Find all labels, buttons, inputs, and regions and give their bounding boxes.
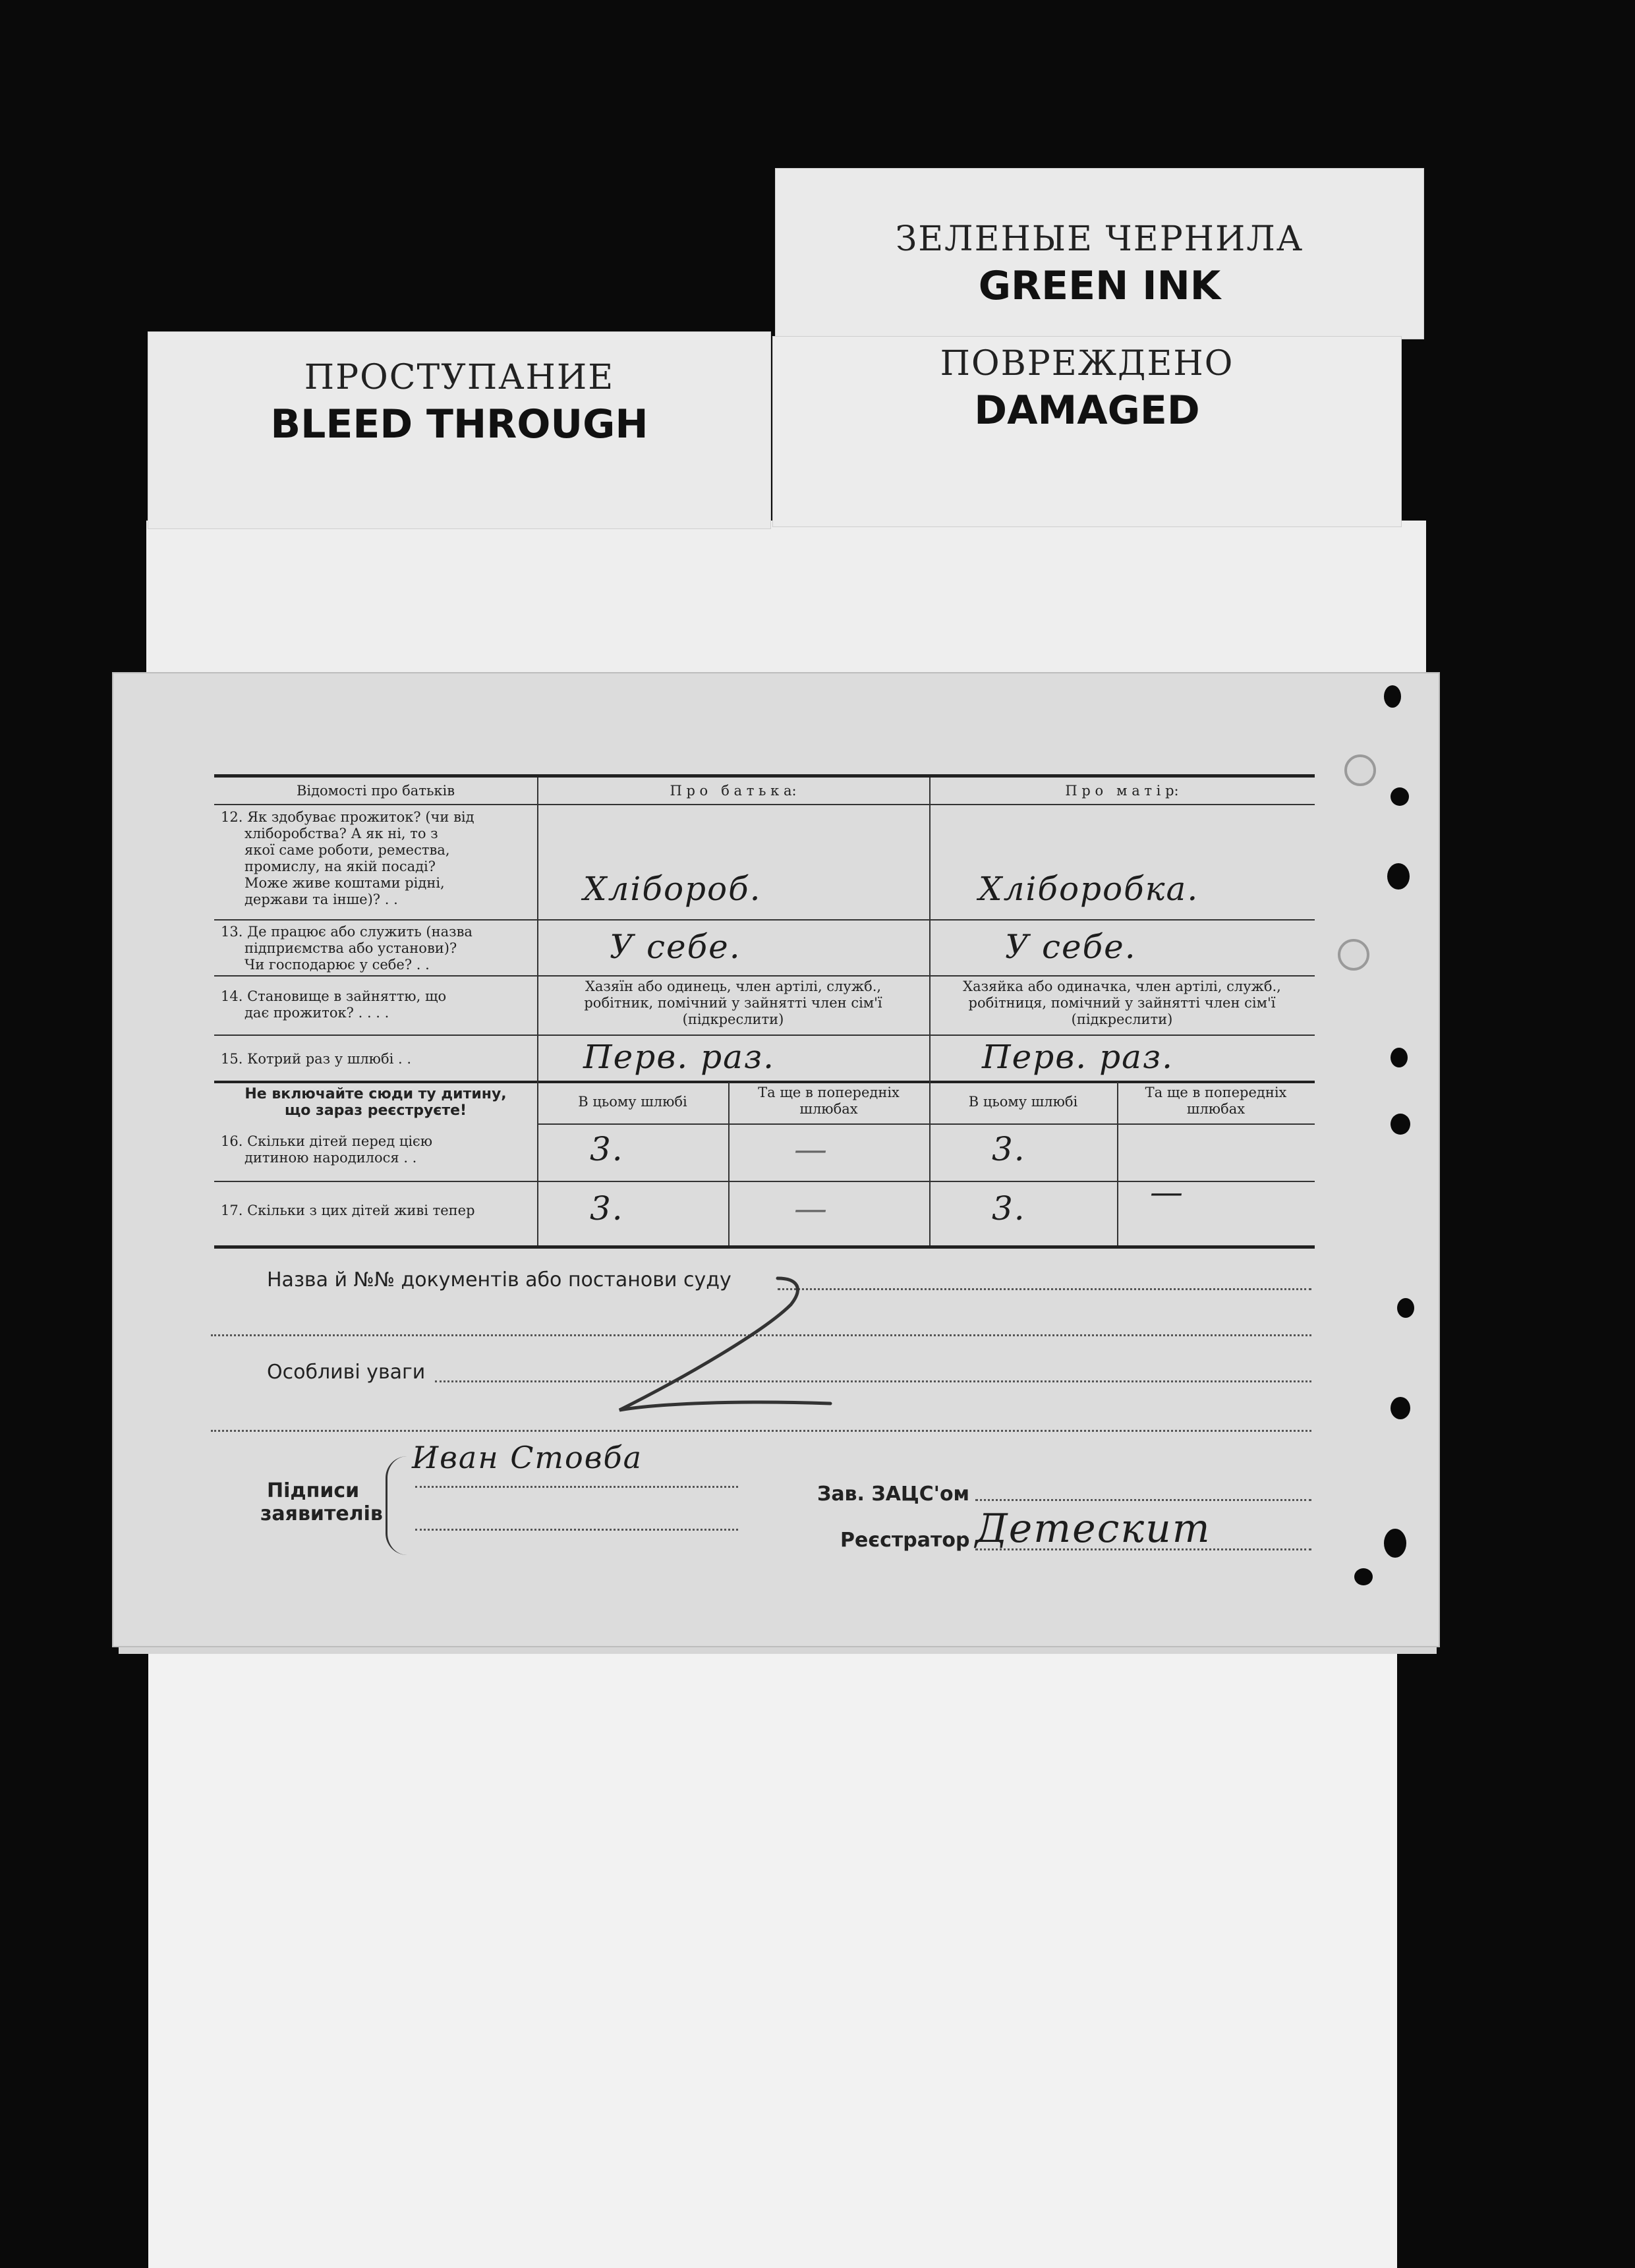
mother-prev-marriages-header: Та ще в попередніх шлюбах <box>1145 1085 1287 1117</box>
remarks-line <box>435 1380 1311 1382</box>
header-father: П р о б а т ь к а: <box>670 783 797 799</box>
mother-this-marriage-header: В цьому шлюбі <box>968 1094 1078 1110</box>
row-14-label: 14. Становище в зайняттю, що дає прожиток? . . . . <box>221 988 447 1021</box>
green-ink-en: GREEN INK <box>978 263 1221 309</box>
damaged-label <box>772 336 1402 527</box>
mother-workplace: У себе. <box>1005 928 1137 966</box>
parents-table <box>214 774 1315 1249</box>
mother-marriage-count: Перв. раз. <box>982 1038 1174 1076</box>
registrar-label: Реєстратор <box>840 1529 970 1552</box>
father-children-born-this: 3. <box>590 1130 624 1168</box>
damaged-ru: ПОВРЕЖДЕНО <box>940 344 1234 383</box>
documents-line <box>778 1288 1311 1290</box>
father-this-marriage-header: В цьому шлюбі <box>578 1094 687 1110</box>
father-workplace: У себе. <box>610 928 741 966</box>
remarks-line-2 <box>211 1430 1311 1432</box>
signature-line-1 <box>415 1486 738 1488</box>
punch-hole <box>1391 1397 1410 1419</box>
damaged-en: DAMAGED <box>974 387 1200 434</box>
punch-hole <box>1387 863 1410 890</box>
father-prev-marriages-header: Та ще в попередніх шлюбах <box>758 1085 900 1117</box>
mother-employment-status: Хазяйка або одиначка, член артілі, служб., робітниця, помічний у зайнятті член сім'ї (підкреслити) <box>963 978 1281 1027</box>
green-ink-label <box>775 168 1424 339</box>
bleed-through-ru: ПРОСТУПАНИЕ <box>304 358 615 397</box>
row-12-label: 12. Як здобуває прожиток? (чи від хліборобства? А як ні, то з якої саме роботи, ремества, промислу, на якій посаді? Може живе коштами рідні, держави та інше)? . . <box>221 809 474 907</box>
header-mother: П р о м а т і р: <box>1065 783 1179 799</box>
applicant-signature: Иван Стовба <box>412 1440 643 1475</box>
bleed-through-en: BLEED THROUGH <box>270 401 648 447</box>
punch-hole <box>1391 1114 1410 1135</box>
punch-hole <box>1397 1298 1414 1318</box>
father-children-alive-prev: — <box>794 1189 828 1228</box>
blank-slip <box>146 521 1426 679</box>
mother-children-born-this: 3. <box>992 1130 1026 1168</box>
punch-hole <box>1391 787 1409 806</box>
father-children-alive-this: 3. <box>590 1189 624 1228</box>
mother-occupation: Хліборобка. <box>979 870 1199 908</box>
mother-children-alive-prev: — <box>1150 1173 1184 1211</box>
punch-hole-ring <box>1338 939 1369 971</box>
head-line <box>975 1499 1311 1501</box>
punch-hole <box>1391 1048 1408 1067</box>
punch-hole-ring <box>1344 754 1376 786</box>
bleed-through-label <box>148 331 771 529</box>
father-occupation: Хлібороб. <box>583 870 762 908</box>
documents-label: Назва й №№ документів або постанови суду <box>267 1268 731 1291</box>
backing-sheet <box>148 1595 1397 2268</box>
head-label: Зав. ЗАЦС'ом <box>817 1483 970 1506</box>
green-ink-ru: ЗЕЛЕНЫЕ ЧЕРНИЛА <box>895 219 1304 259</box>
signatures-label: Підписи заявителів <box>260 1479 383 1525</box>
punch-hole <box>1384 685 1401 708</box>
father-marriage-count: Перв. раз. <box>583 1038 776 1076</box>
cancellation-stroke <box>580 1265 857 1423</box>
header-parents-info: Відомості про батьків <box>296 783 455 799</box>
children-note: Не включайте сюди ту дитину, що зараз реєструєте! <box>244 1086 507 1119</box>
punch-hole <box>1384 1529 1406 1558</box>
father-employment-status: Хазяїн або одинець, член артілі, служб., робітник, помічний у зайнятті член сім'ї (підкреслити) <box>584 978 882 1027</box>
row-16-label: 16. Скільки дітей перед цією дитиною народилося . . <box>221 1133 433 1166</box>
row-13-label: 13. Де працює або служить (назва підприємства або установи)? Чи господарює у себе? . . <box>221 924 473 973</box>
remarks-label: Особливі уваги <box>267 1361 426 1384</box>
row-17-label: 17. Скільки з цих дітей живі тепер <box>221 1203 475 1218</box>
punch-hole <box>1354 1568 1373 1585</box>
row-15-label: 15. Котрий раз у шлюбі . . <box>221 1051 412 1067</box>
father-children-born-prev: — <box>794 1130 828 1168</box>
signature-line-2 <box>415 1529 738 1531</box>
registrar-signature: Детескит <box>975 1506 1211 1552</box>
mother-children-alive-this: 3. <box>992 1189 1026 1228</box>
signatures-bracket <box>386 1456 407 1555</box>
